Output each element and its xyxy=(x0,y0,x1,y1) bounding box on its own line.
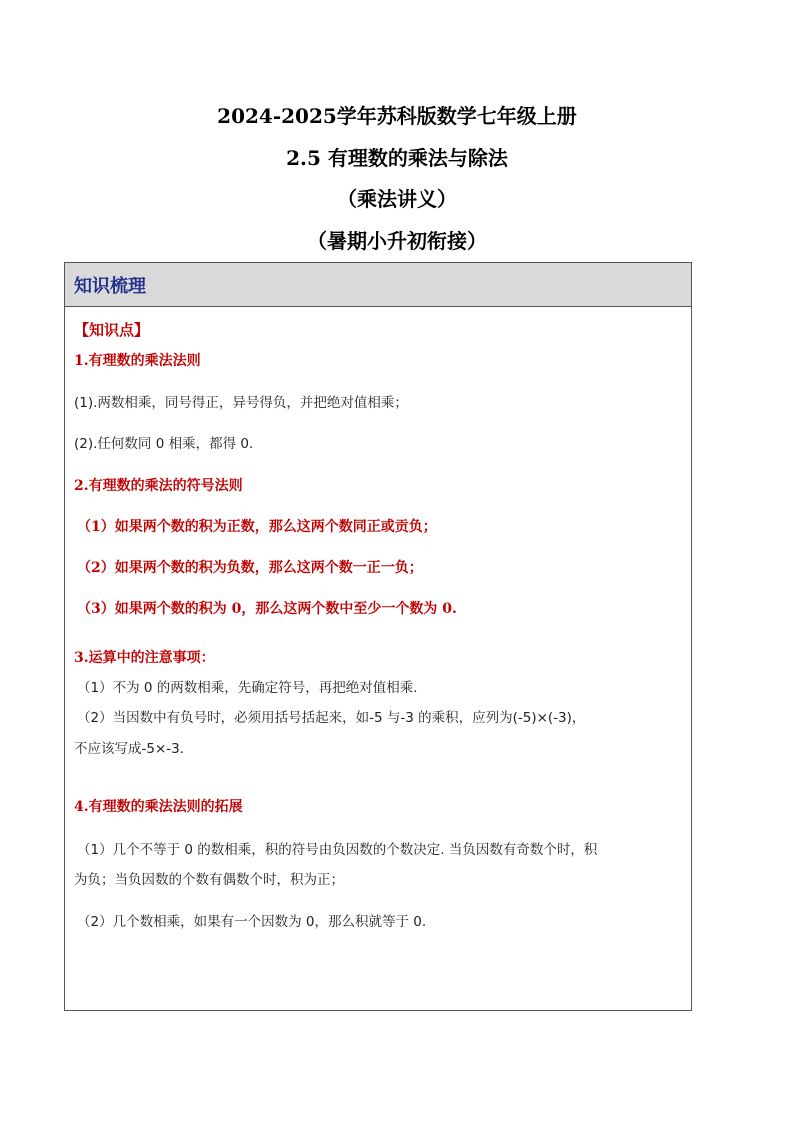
section-2-item-2: （2）如果两个数的积为负数，那么这两个数一正一负； xyxy=(77,560,423,576)
subtitle-summer: （暑期小升初衔接） xyxy=(307,229,487,253)
section-1-title: 1.有理数的乘法法则 xyxy=(74,353,201,369)
subtitle-lecture: （乘法讲义） xyxy=(337,187,457,211)
section-2-title: 2.有理数的乘法的符号法则 xyxy=(74,478,243,494)
panel-header xyxy=(65,263,691,307)
section-2-item-3: （3）如果两个数的积为 0，那么这两个数中至少一个数为 0. xyxy=(77,601,457,617)
knowledge-panel xyxy=(64,262,692,1011)
section-4-item-1-cont: 为负；当负因数的个数有偶数个时，积为正； xyxy=(74,872,344,888)
panel-header-label: 知识梳理 xyxy=(74,275,146,297)
section-4-item-2: （2）几个数相乘，如果有一个因数为 0，那么积就等于 0. xyxy=(77,914,427,930)
section-title: 2.5 有理数的乘法与除法 xyxy=(286,146,508,170)
section-2-item-1: （1）如果两个数的积为正数，那么这两个数同正或贡负； xyxy=(77,519,437,535)
section-4-item-1: （1）几个不等于 0 的数相乘，积的符号由负因数的个数决定. 当负因数有奇数个时，积 xyxy=(77,842,598,858)
section-3-item-3: 不应该写成-5×-3. xyxy=(74,741,185,757)
section-1-item-1: (1).两数相乘，同号得正，异号得负，并把绝对值相乘； xyxy=(74,395,408,411)
section-1-item-2: (2).任何数同 0 相乘，都得 0. xyxy=(74,436,254,452)
section-3-title: 3.运算中的注意事项： xyxy=(74,650,215,666)
section-3-item-2: （2）当因数中有负号时，必须用括号括起来，如-5 与-3 的乘积，应列为(-5)×(-3)， xyxy=(77,710,586,726)
section-3-item-1: （1）不为 0 的两数相乘，先确定符号，再把绝对值相乘. xyxy=(77,680,418,696)
knowledge-label: 【知识点】 xyxy=(74,321,150,339)
section-4-title: 4.有理数的乘法法则的拓展 xyxy=(74,799,243,815)
document-title: 2024-2025学年苏科版数学七年级上册 xyxy=(217,104,577,128)
